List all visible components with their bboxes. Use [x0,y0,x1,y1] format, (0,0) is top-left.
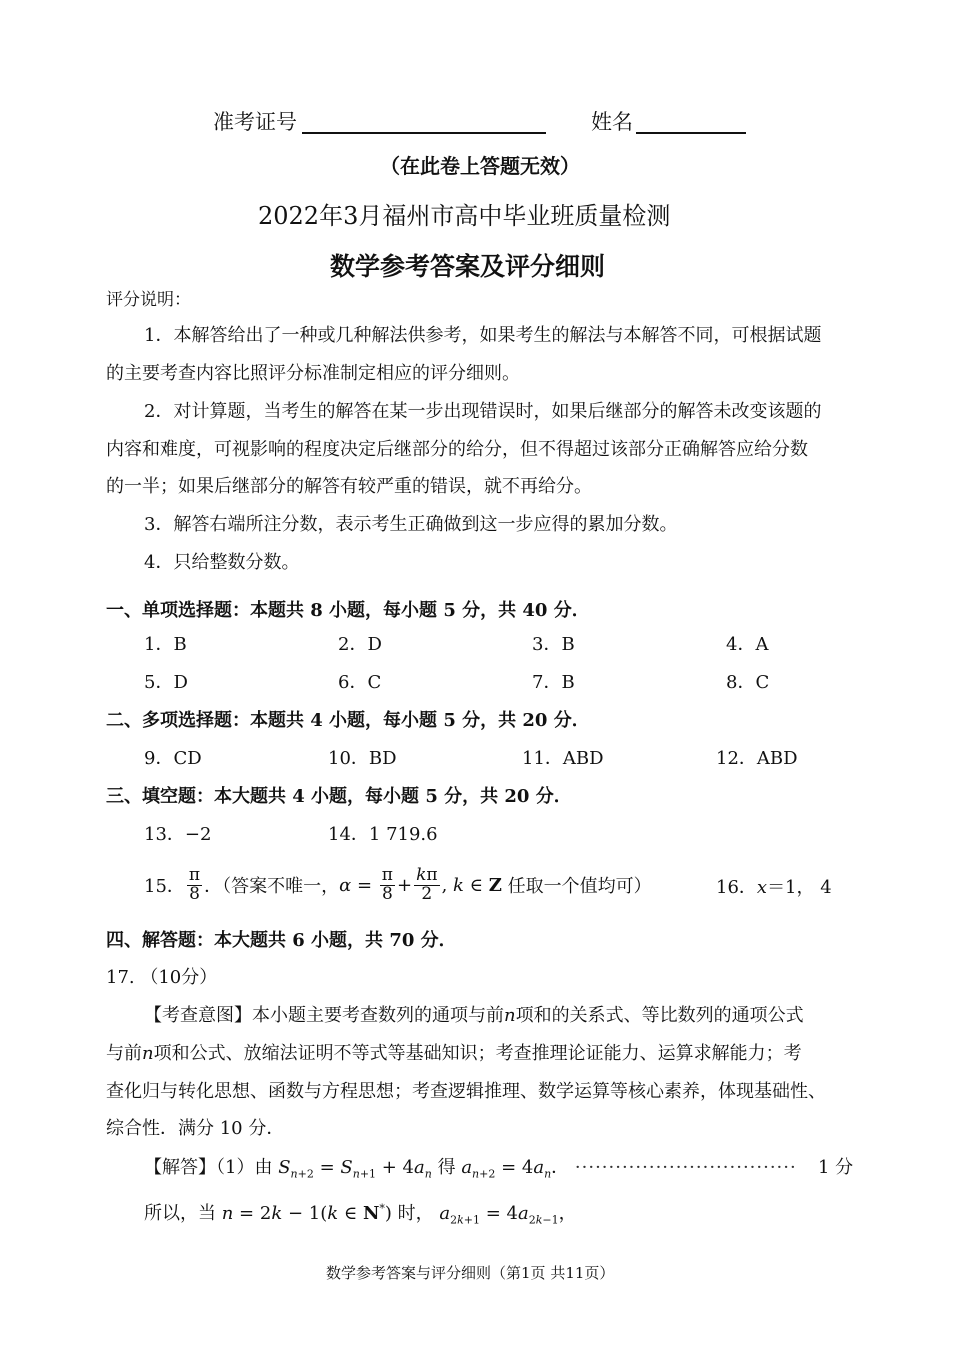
answer-13: 13．−2 [144,824,212,845]
answer-6: 6．C [338,672,382,693]
rule-2a: 2．对计算题，当考生的解答在某一步出现错误时，如果后继部分的解答未改变该题的 [144,401,822,422]
answer-15-note-close: 任取一个值均可） [507,876,652,897]
answer-5: 5．D [144,672,188,693]
solution-get: 得 [437,1157,456,1178]
solution-tag: 【解答】 [144,1157,216,1178]
rule-1b: 的主要考查内容比照评分标准制定相应的评分细则。 [106,363,520,384]
name-label: 姓名 [591,110,633,134]
rules-heading: 评分说明： [106,290,191,310]
answer-15-label: 15． [144,876,185,897]
answer-1: 1．B [144,634,187,655]
sec2-heading: 二、多项选择题：本题共 4 小题，每小题 5 分，共 20 分． [106,710,590,731]
invalid-notice: （在此卷上答题无效） [380,154,580,178]
intent-text-2a: 与前 [106,1043,142,1064]
answer-9: 9．CD [144,748,202,769]
score-1: 1 分 [818,1157,854,1178]
answer-7: 7．B [532,672,575,693]
rule-1a: 1．本解答给出了一种或几种解法供参考，如果考生的解法与本解答不同，可根据试题 [144,325,822,346]
rule-3: 3．解答右端所注分数，表示考生正确做到这一步应得的累加分数。 [144,514,678,535]
answer-4: 4．A [726,634,769,655]
exam-id-blank [302,108,546,134]
sec3-heading: 三、填空题：本大题共 4 小题，每小题 5 分，共 20 分． [106,786,572,807]
answer-16-label: 16． [716,877,757,898]
answer-2: 2．D [338,634,382,655]
pi-over-8: $\frac{\pi}{8}$ [188,864,201,904]
intent-text-2b: 项和公式、放缩法证明不等式等基础知识；考查推理论证能力、运算求解能力；考 [153,1043,802,1064]
answer-15: 15． $\frac{\pi}{8}$ ．（答案不唯一， α = $\frac{\pi}{8}$ + $\frac{k\pi}{2}$ , k ∈ Z 任取一个值均可） [144,864,652,904]
sec1-heading: 一、单项选择题：本题共 8 小题，每小题 5 分，共 40 分． [106,600,590,621]
solution-so: 所以，当 [144,1203,216,1224]
intent-line-2: 与前n项和公式、放缩法证明不等式等基础知识；考查推理论证能力、运算求解能力；考 [106,1043,802,1064]
answer-16-rest: ＝1， 4 [767,877,832,898]
solution-when: 时， [397,1203,434,1224]
answer-10: 10．BD [328,748,397,769]
answer-11: 11．ABD [522,748,604,769]
rule-2c: 的一半；如果后继部分的解答有较严重的错误，就不再给分。 [106,476,592,497]
score-leader-dots: ································· [574,1157,797,1178]
answer-14: 14．1 719.6 [328,824,438,845]
intent-tag: 【考查意图】 [144,1005,252,1026]
answer-3: 3．B [532,634,575,655]
question-17-label: 17. （10分） [106,967,218,988]
rule-4: 4．只给整数分数。 [144,552,300,573]
exam-title: 2022年3月福州市高中毕业班质量检测 [258,202,671,230]
pi-over-8-b: $\frac{\pi}{8}$ [381,864,393,904]
answer-16: 16．x＝1， 4 [716,877,832,898]
solution-line-1: 【解答】（1）由 $S_{n+2} = S_{n+1} + 4a_n$ 得 $a_{n+2} = 4a_n$． ································· [144,1157,797,1181]
solution-line-2: 所以，当 n = 2k − 1(k ∈ N*) 时， $a_{2k+1} = 4a_{2k-1}$， [144,1202,577,1227]
intent-text-1b: 项和的关系式、等比数列的通项公式 [515,1005,804,1026]
answer-12: 12．ABD [716,748,798,769]
page-footer: 数学参考答案与评分细则（第1页 共11页） [326,1264,615,1282]
sec4-heading: 四、解答题：本大题共 6 小题，共 70 分． [106,930,457,951]
intent-line-1: 【考查意图】本小题主要考查数列的通项与前n项和的关系式、等比数列的通项公式 [144,1005,804,1026]
exam-id-label: 准考证号 [213,110,297,134]
answer-15-note-open: ．（答案不唯一， [204,876,340,897]
answer-8: 8．C [726,672,770,693]
intent-line-4: 综合性．满分 10 分． [106,1118,285,1139]
name-blank [636,108,746,134]
intent-line-3: 查化归与转化思想、函数与方程思想；考查逻辑推理、数学运算等核心素养，体现基础性、 [106,1081,826,1102]
k-pi-over-2: $\frac{k\pi}{2}$ [416,864,438,904]
rule-2b: 内容和难度，可视影响的程度决定后继部分的给分，但不得超过该部分正确解答应给分数 [106,439,808,460]
solution-part-1: （1）由 [216,1157,273,1178]
intent-text-1a: 本小题主要考查数列的通项与前 [252,1005,504,1026]
doc-subtitle: 数学参考答案及评分细则 [330,252,606,281]
alpha-symbol: α [339,874,352,896]
